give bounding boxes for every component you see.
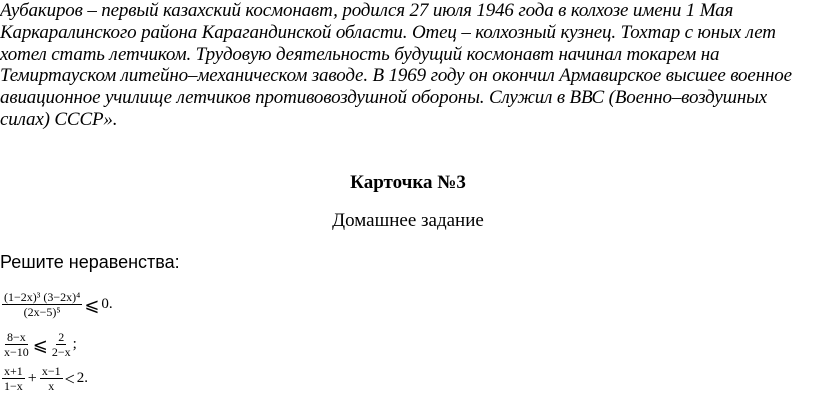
- fraction: [2, 330, 31, 359]
- relation-sign: <: [64, 368, 75, 389]
- numerator: (1−2x)³ (3−2x)⁴: [4, 290, 81, 304]
- relation-sign: ⩽: [84, 294, 100, 315]
- inequality-2: [2, 330, 77, 359]
- paragraph-line: Аубакиров – первый казахский космонавт, родился 27 июля 1946 года в колхозе имени 1 Мая: [0, 0, 734, 21]
- plus-sign: +: [27, 369, 37, 387]
- homework-heading: Домашнее задание: [332, 210, 484, 231]
- numerator: 2: [58, 330, 65, 344]
- fraction: [40, 364, 63, 393]
- denominator: x: [48, 379, 55, 393]
- fraction: [50, 330, 73, 359]
- denominator: (2x−5)⁵: [23, 305, 61, 319]
- task-instruction: Решите неравенства:: [0, 252, 180, 272]
- numerator: x+1: [4, 364, 23, 378]
- fraction: [2, 290, 82, 319]
- denominator: 2−x: [51, 345, 71, 359]
- paragraph-line: Темиртауском литейно–механическом заводе. В 1969 году он окончил Армавирское высшее военное: [0, 65, 792, 87]
- biography-paragraph: [0, 0, 812, 131]
- paragraph-line: хотел стать летчиком. Трудовую деятельность будущий космонавт начинал токарем на: [0, 43, 720, 65]
- inequality-1: [2, 290, 113, 319]
- relation-sign: ⩽: [32, 334, 48, 355]
- paragraph-line: Каркаралинского района Карагандинской области. Отец – колхозный кузнец. Тохтар с юных лет: [0, 21, 776, 43]
- inequality-3: [2, 364, 88, 393]
- card-title: Карточка №3: [350, 172, 466, 193]
- denominator: 1−x: [4, 379, 23, 393]
- paragraph-line: силах) СССР».: [0, 108, 118, 130]
- numerator: x−1: [41, 364, 61, 378]
- semicolon: ;: [72, 336, 77, 352]
- numerator: 8−x: [7, 330, 26, 344]
- right-hand-side: 2.: [76, 370, 88, 386]
- denominator: x−10: [4, 345, 29, 359]
- paragraph-line: авиационное училище летчиков противовоздушной обороны. Служил в ВВС (Военно–воздушных: [0, 87, 768, 109]
- right-hand-side: 0.: [101, 296, 113, 312]
- fraction: [2, 364, 25, 393]
